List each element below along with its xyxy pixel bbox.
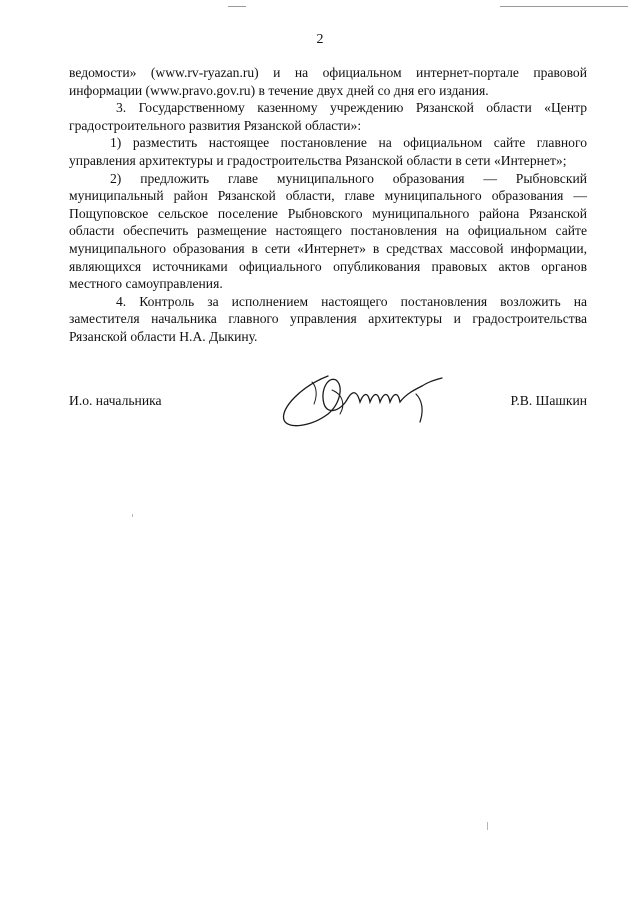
paragraph-subitem-2: 2) предложить главе муниципального образования — Рыбновский муниципальный район Рязанской области, главе муниципального образования — Пощуповское сельское поселение Рыбновского муниципального района Рязанской области обеспечить размещение настоящего постановления на официальном сайте муниципального образования в сети «Интернет» в средствах массовой информации, являющихся источниками официального опубликования правовых актов органов местного самоуправления. — [69, 170, 587, 292]
scan-speck — [487, 822, 488, 830]
paragraph-item-4: 4. Контроль за исполнением настоящего постановления возложить на заместителя начальника главного управления архитектуры и градостроительства Рязанской области Н.А. Дыкину. — [69, 293, 587, 344]
paragraph-continuation: ведомости» (www.rv-ryazan.ru) и на официальном интернет-портале правовой информации (www.pravo.gov.ru) в течение двух дней со дня его издания. — [69, 65, 587, 98]
scan-artifact-line — [228, 6, 246, 7]
signer-title: И.о. начальника — [69, 393, 162, 408]
scan-speck — [132, 514, 133, 517]
signer-name: Р.В. Шашкин — [510, 393, 587, 408]
paragraph-subitem-1: 1) разместить настоящее постановление на официальном сайте главного управления архитектуры и градостроительства Рязанской области в сети «Интернет»; — [69, 135, 587, 168]
page-number: 2 — [316, 32, 324, 47]
scan-artifact-line — [500, 6, 628, 7]
document-body — [69, 64, 587, 346]
handwritten-signature — [272, 364, 462, 440]
paragraph-item-3: 3. Государственному казенному учреждению Рязанской области «Центр градостроительного развития Рязанской области»: — [69, 100, 587, 133]
